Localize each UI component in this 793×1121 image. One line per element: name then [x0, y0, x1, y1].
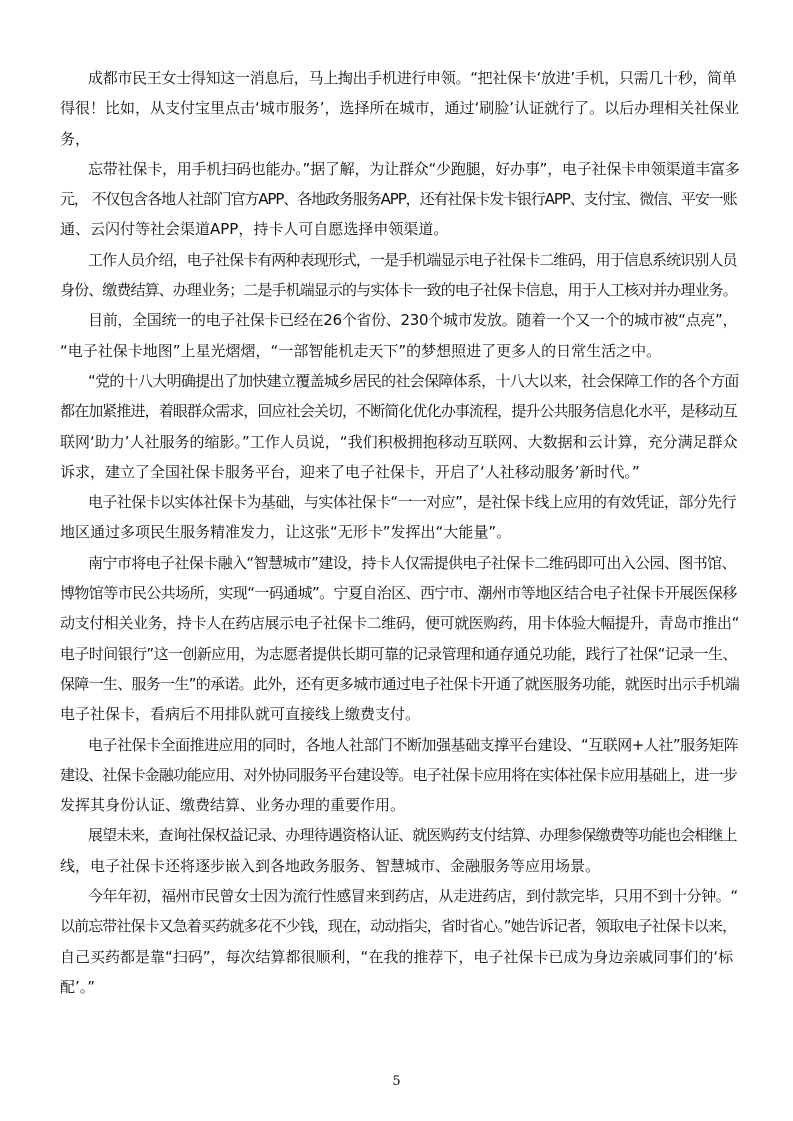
- text-line: 发挥其身份认证、缴费结算、业务办理的重要作用。: [60, 796, 406, 815]
- article-body: [60, 63, 740, 1002]
- text-line: 电子社保卡全面推进应用的同时，各地人社部门不断加强基础支撑平台建设、“互联网+人社”服务矩阵: [88, 735, 739, 754]
- text-line: 务，: [60, 129, 91, 148]
- text-line: 电子社保卡，看病后不用排队就可直接线上缴费支付。: [60, 705, 421, 724]
- text-line: 自己买药都是靠“扫码”，每次结算都很顺利，“在我的推荐下，电子社保卡已成为身边亲戚同事们的‘标: [60, 947, 734, 966]
- text-line: 展望未来，查询社保权益记录、办理待遇资格认证、就医购药支付结算、办理参保缴费等功能也会相继上: [88, 826, 737, 845]
- text-line: 南宁市将电子社保卡融入“智慧城市”建设，持卡人仅需提供电子社保卡二维码即可出入公园、图书馆、: [88, 553, 736, 572]
- text-line: 成都市民王女士得知这一消息后，马上掏出手机进行申领。“把社保卡‘放进’手机，只需几十秒，简单: [88, 69, 737, 87]
- page-number: 5: [392, 1074, 401, 1089]
- text-line: 得很！比如，从支付宝里点击‘城市服务’，选择所在城市，通过‘刷脸’认证就行了。以后办理相关社保业: [60, 99, 740, 118]
- text-line: 保障一生、服务一生”的承诺。此外，还有更多城市通过电子社保卡开通了就医服务功能，就医时出示手机端: [60, 674, 740, 693]
- text-line: “党的十八大明确提出了加快建立覆盖城乡居民的社会保障体系，十八大以来，社会保障工作的各个方面: [88, 371, 739, 390]
- text-line: 忘带社保卡，用手机扫码也能办。”据了解，为让群众“少跑腿，好办事”，电子社保卡申领渠道丰富多: [88, 159, 740, 178]
- text-line: 都在加紧推进，着眼群众需求，回应社会关切，不断简化优化办事流程，提升公共服务信息化水平，是移动互: [60, 402, 737, 421]
- text-line: 联网‘助力’人社服务的缩影。”工作人员说，“我们积极拥抱移动互联网、大数据和云计算，充分满足群众: [60, 432, 738, 451]
- text-line: 电子时间银行”这一创新应用，为志愿者提供长期可靠的记录管理和通存通兑功能，践行了社保“记录一生、: [60, 644, 737, 663]
- text-line: 配’。”: [60, 977, 96, 996]
- text-line: 博物馆等市民公共场所，实现“一码通城”。宁夏自治区、西宁市、潮州市等地区结合电子社保卡开展医保移: [60, 584, 737, 603]
- text-line: 动支付相关业务，持卡人在药店展示电子社保卡二维码，便可就医购药，用卡体验大幅提升，青岛市推出“: [60, 614, 739, 633]
- text-line: 通、云闪付等社会渠道APP，持卡人可自愿选择申领渠道。: [60, 220, 449, 239]
- text-line: 身份、缴费结算、办理业务；二是手机端显示的与实体卡一致的电子社保卡信息，用于人工核对并办理业务。: [60, 281, 737, 300]
- text-line: 今年年初，福州市民曾女士因为流行性感冒来到药店，从走进药店，到付款完毕，只用不到十分钟。“: [88, 887, 738, 906]
- text-line: 工作人员介绍，电子社保卡有两种表现形式，一是手机端显示电子社保卡二维码，用于信息系统识别人员: [88, 250, 737, 269]
- text-line: 以前忘带社保卡又急着买药就多花不少钱，现在，动动指尖，省时省心。”她告诉记者，领取电子社保卡以来，: [60, 917, 737, 936]
- text-line: 地区通过多项民生服务精准发力，让这张“无形卡”发挥出“大能量”。: [60, 523, 512, 542]
- text-line: “电子社保卡地图”上星光熠熠，“一部智能机走天下”的梦想照进了更多人的日常生活之中。: [60, 341, 662, 360]
- text-line: 电子社保卡以实体社保卡为基础，与实体社保卡“一一对应”，是社保卡线上应用的有效凭证，部分先行: [88, 493, 736, 512]
- text-line: 元， 不仅包含各地人社部门官方APP、各地政务服务APP，还有社保卡发卡银行APP、支付宝、微信、平安一账: [60, 190, 737, 209]
- text-line: 诉求，建立了全国社保卡服务平台，迎来了电子社保卡，开启了‘人社移动服务’新时代。”: [60, 462, 640, 481]
- text-line: 建设、社保卡金融功能应用、对外协同服务平台建设等。电子社保卡应用将在实体社保卡应用基础上，进一步: [60, 765, 737, 784]
- text-line: 线，电子社保卡还将逐步嵌入到各地政务服务、智慧城市、金融服务等应用场景。: [60, 856, 601, 875]
- text-line: 目前，全国统一的电子社保卡已经在26个省份、230个城市发放。随着一个又一个的城市被“点亮”，: [88, 311, 738, 330]
